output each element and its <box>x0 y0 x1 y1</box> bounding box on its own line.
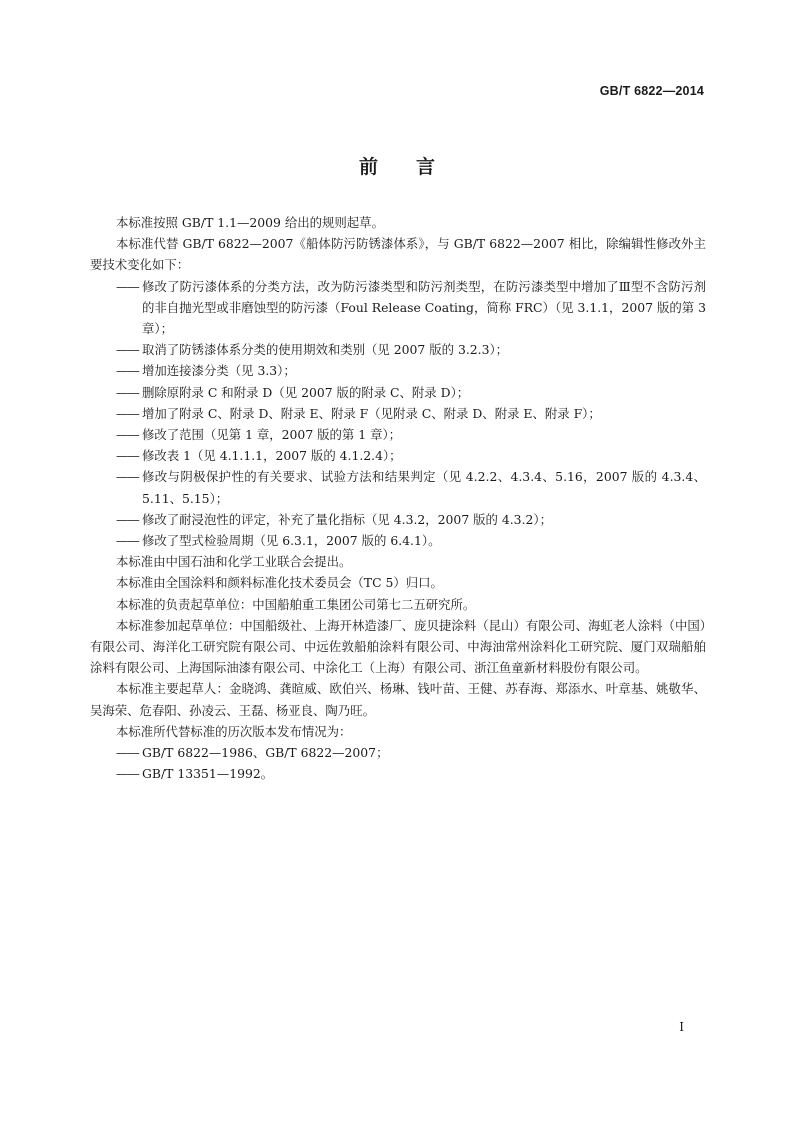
list-item-text: 增加连接漆分类（见 3.3）； <box>142 363 296 379</box>
list-item <box>90 466 706 508</box>
dash-marker: —— <box>116 766 139 782</box>
list-item-text: 修改了防污漆体系的分类方法，改为防污漆类型和防污剂类型，在防污漆类型中增加了Ⅲ型不含防污剂的非自抛光型或非磨蚀型的防污漆（Foul Release Coating，简称 FRC）（见 3.1.1，2007 版的第 3 章）； <box>142 278 706 337</box>
paragraph: 本标准参加起草单位：中国船级社、上海开林造漆厂、庞贝捷涂料（昆山）有限公司、海虹老人涂料（中国）有限公司、海洋化工研究院有限公司、中远佐敦船舶涂料有限公司、中海油常州涂料化工研究院、厦门双瑞船舶涂料有限公司、上海国际油漆有限公司、中涂化工（上海）有限公司、浙江鱼童新材料股份有限公司。 <box>90 617 706 676</box>
list-item-text: 修改了耐浸泡性的评定，补充了量化指标（见 4.3.2，2007 版的 4.3.2）； <box>142 511 552 527</box>
page-number: I <box>679 1020 684 1034</box>
paragraph: 本标准代替 GB/T 6822—2007《船体防污防锈漆体系》，与 GB/T 6822—2007 相比，除编辑性修改外主要技术变化如下： <box>90 236 706 273</box>
list-item <box>90 445 706 466</box>
list-item <box>90 742 706 763</box>
list-item-text: 修改表 1（见 4.1.1.1，2007 版的 4.1.2.4）； <box>142 448 402 464</box>
standard-number: GB/T 6822—2014 <box>599 84 704 98</box>
dash-marker: —— <box>116 469 139 485</box>
paragraph: 本标准主要起草人：金晓鸿、龚暄威、欧伯兴、杨琳、钱叶苗、王健、苏春海、郑添水、叶章基、姚敬华、吴海荣、危春阳、孙凌云、王磊、杨亚良、陶乃旺。 <box>90 681 706 718</box>
list-item <box>90 424 706 445</box>
paragraph: 本标准所代替标准的历次版本发布情况为： <box>116 723 352 739</box>
list-item <box>90 530 706 551</box>
foreword-body <box>90 212 706 784</box>
dash-marker: —— <box>116 278 139 294</box>
page-title: 前言 <box>358 156 473 178</box>
list-item <box>90 339 706 360</box>
dash-marker: —— <box>116 427 139 443</box>
dash-marker: —— <box>116 533 139 549</box>
list-item-text: GB/T 6822—1986、GB/T 6822—2007； <box>142 745 389 761</box>
paragraph: 本标准按照 GB/T 1.1—2009 给出的规则起草。 <box>116 215 384 230</box>
list-item-text: 增加了附录 C、附录 D、附录 E、附录 F（见附录 C、附录 D、附录 E、附录 F）； <box>142 405 601 421</box>
list-item <box>90 382 706 403</box>
list-item <box>90 276 706 340</box>
paragraph: 本标准的负责起草单位：中国船舶重工集团公司第七二五研究所。 <box>116 596 476 612</box>
dash-marker: —— <box>116 511 139 527</box>
list-item-text: 修改了范围（见第 1 章，2007 版的第 1 章）； <box>142 427 402 443</box>
list-item-text: 修改了型式检验周期（见 6.3.1，2007 版的 6.4.1）。 <box>142 533 441 549</box>
dash-marker: —— <box>116 405 139 421</box>
dash-marker: —— <box>116 384 139 400</box>
list-item <box>90 403 706 424</box>
list-item <box>90 763 706 784</box>
list-item-text: GB/T 13351—1992。 <box>142 766 274 782</box>
list-item-text: 修改与阴极保护性的有关要求、试验方法和结果判定（见 4.2.2、4.3.4、5.16，2007 版的 4.3.4、5.11、5.15）； <box>142 469 706 506</box>
list-item-text: 取消了防锈漆体系分类的使用期效和类别（见 2007 版的 3.2.3）； <box>142 342 509 358</box>
dash-marker: —— <box>116 745 139 761</box>
paragraph: 本标准由全国涂料和颜料标准化技术委员会（TC 5）归口。 <box>116 575 443 591</box>
list-item <box>90 360 706 381</box>
dash-marker: —— <box>116 448 139 464</box>
paragraph: 本标准由中国石油和化学工业联合会提出。 <box>116 554 352 570</box>
dash-marker: —— <box>116 342 139 358</box>
list-item <box>90 509 706 530</box>
list-item-text: 删除原附录 C 和附录 D（见 2007 版的附录 C、附录 D）； <box>142 384 470 400</box>
dash-marker: —— <box>116 363 139 379</box>
